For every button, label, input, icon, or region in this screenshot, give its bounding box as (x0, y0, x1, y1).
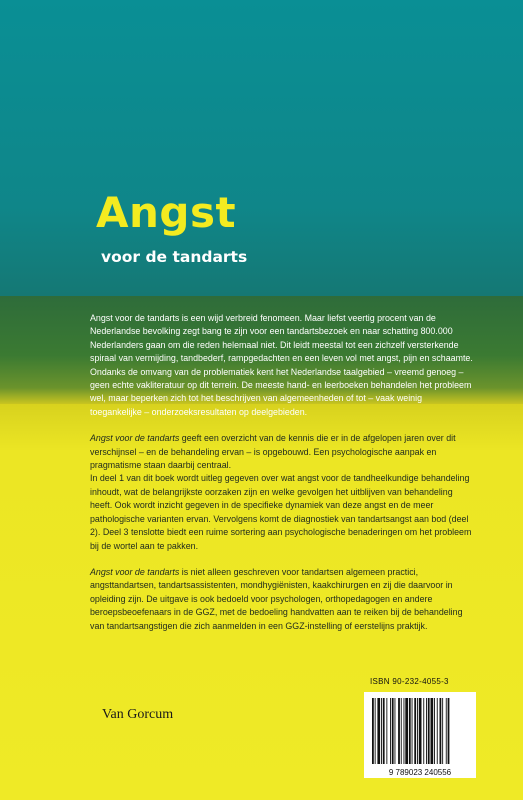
barcode (364, 692, 476, 778)
barcode-bar (417, 698, 418, 764)
barcode-bar (395, 698, 396, 764)
blurb-paragraph-2: Angst voor de tandarts geeft een overzicht van de kennis die er in de afgelopen jaren over dit verschijnsel – en de behandeling ervan – is opgebouwd. Een psychologische aanpak en pragmatisme staan daarbij centraal. In deel 1 van dit boek wordt uitleg gegeven over wat angst voor de tandheelkundige behandeling inhoudt, wat de belangrijkste oorzaken zijn en welke gevolgen het uitblijven van behandeling heeft. Ook wordt inzicht gegeven in de specifieke dynamiek van deze angst en de meer pathologische varianten ervan. Vervolgens komt de diagnostiek van tandartsangst aan bod (deel 2). Deel 3 tenslotte biedt een ruime sortering aan psychologische benaderingen om het probleem bij de wortel aan te pakken. (90, 432, 473, 553)
barcode-bar (401, 698, 402, 764)
cover-teal-band (0, 0, 523, 296)
barcode-bar (412, 698, 413, 764)
blurb-paragraph-3: In deel 1 van dit boek wordt uitleg gegeven over wat angst voor de tandheelkundige behandeling inhoudt, wat de belangrijkste oorzaken zijn en welke gevolgen het uitblijven van behandeling heeft. Ook wordt inzicht gegeven in de specifieke dynamiek van deze angst en de meer pathologische varianten ervan. Vervolgens komt de diagnostiek van tandartsangst aan bod (deel 2). Deel 3 tenslotte biedt een ruime sortering aan psychologische benaderingen om het probleem bij de wortel aan te pakken. (90, 473, 472, 551)
blurb-paragraph-1: Angst voor de tandarts is een wijd verbreid fenomeen. Maar liefst veertig procent van de Nederlandse bevolking zegt bang te zijn voor een tandartsbezoek en naar schatting 800.000 Nederlanders gaan om die reden helemaal niet. Dit leidt meestal tot een zichzelf versterkende spiraal van vermijding, tandbederf, rampgedachten en een leven vol met angst, pijn en schaamte. Ondanks de omvang van de problematiek kent het Nederlandse taalgebied – vreemd genoeg – geen echte vakliteratuur op dit terrein. De meeste hand- en leerboeken behandelen het probleem wel, maar beperken zich tot het beschrijven van algemeenheden of tot – vaak weinig toegankelijke – onderzoeksresultaten op deelgebieden. (90, 313, 473, 417)
barcode-bar (414, 698, 416, 764)
blurb-title-italic: Angst voor de tandarts (90, 433, 180, 444)
barcode-bar (405, 698, 408, 764)
barcode-bar (423, 698, 424, 764)
barcode-bar (428, 698, 430, 764)
publisher-name: Van Gorcum (102, 707, 174, 722)
back-cover-blurb (90, 312, 473, 646)
barcode-bar (404, 698, 405, 764)
barcode-bar (431, 698, 434, 764)
barcode-bar (377, 698, 380, 764)
barcode-bar (383, 698, 385, 764)
blurb-title-italic: Angst voor de tandarts (90, 566, 180, 577)
barcode-bar (386, 698, 387, 764)
blurb-paragraph-4: Angst voor de tandarts is niet alleen geschreven voor tandartsen algemeen practici, angsttandartsen, tandartsassistenten, mondhygiënisten, kaakchirurgen en zij die daarvoor in opleiding zijn. De uitgave is ook bedoeld voor psychologen, orthopedagogen en andere beroepsbeoefenaars in de GGZ, met de bedoeling handvatten aan te reiken bij de behandeling van tandartsangstigen die zich aanmelden in een GGZ-instelling of eerstelijns praktijk. (90, 566, 463, 631)
barcode-bar (372, 698, 374, 764)
barcode-bar (375, 698, 376, 764)
barcode-bar (442, 698, 443, 764)
barcode-bar (440, 698, 442, 764)
barcode-bar (426, 698, 427, 764)
barcode-bar (390, 698, 391, 764)
barcode-bar (409, 698, 411, 764)
book-subtitle: voor de tandarts (101, 248, 248, 266)
barcode-bar (398, 698, 400, 764)
barcode-bar (381, 698, 382, 764)
isbn-label: ISBN 90-232-4055-3 (370, 677, 449, 686)
barcode-bar (419, 698, 422, 764)
barcode-bar (446, 698, 447, 764)
book-title: Angst (96, 188, 237, 237)
publisher-logo (102, 707, 173, 723)
barcode-bar (392, 698, 394, 764)
barcode-bars (364, 692, 476, 778)
barcode-bar (448, 698, 450, 764)
barcode-number: 9 789023 240556 (388, 768, 452, 777)
barcode-bar (434, 698, 435, 764)
barcode-bar (437, 698, 438, 764)
